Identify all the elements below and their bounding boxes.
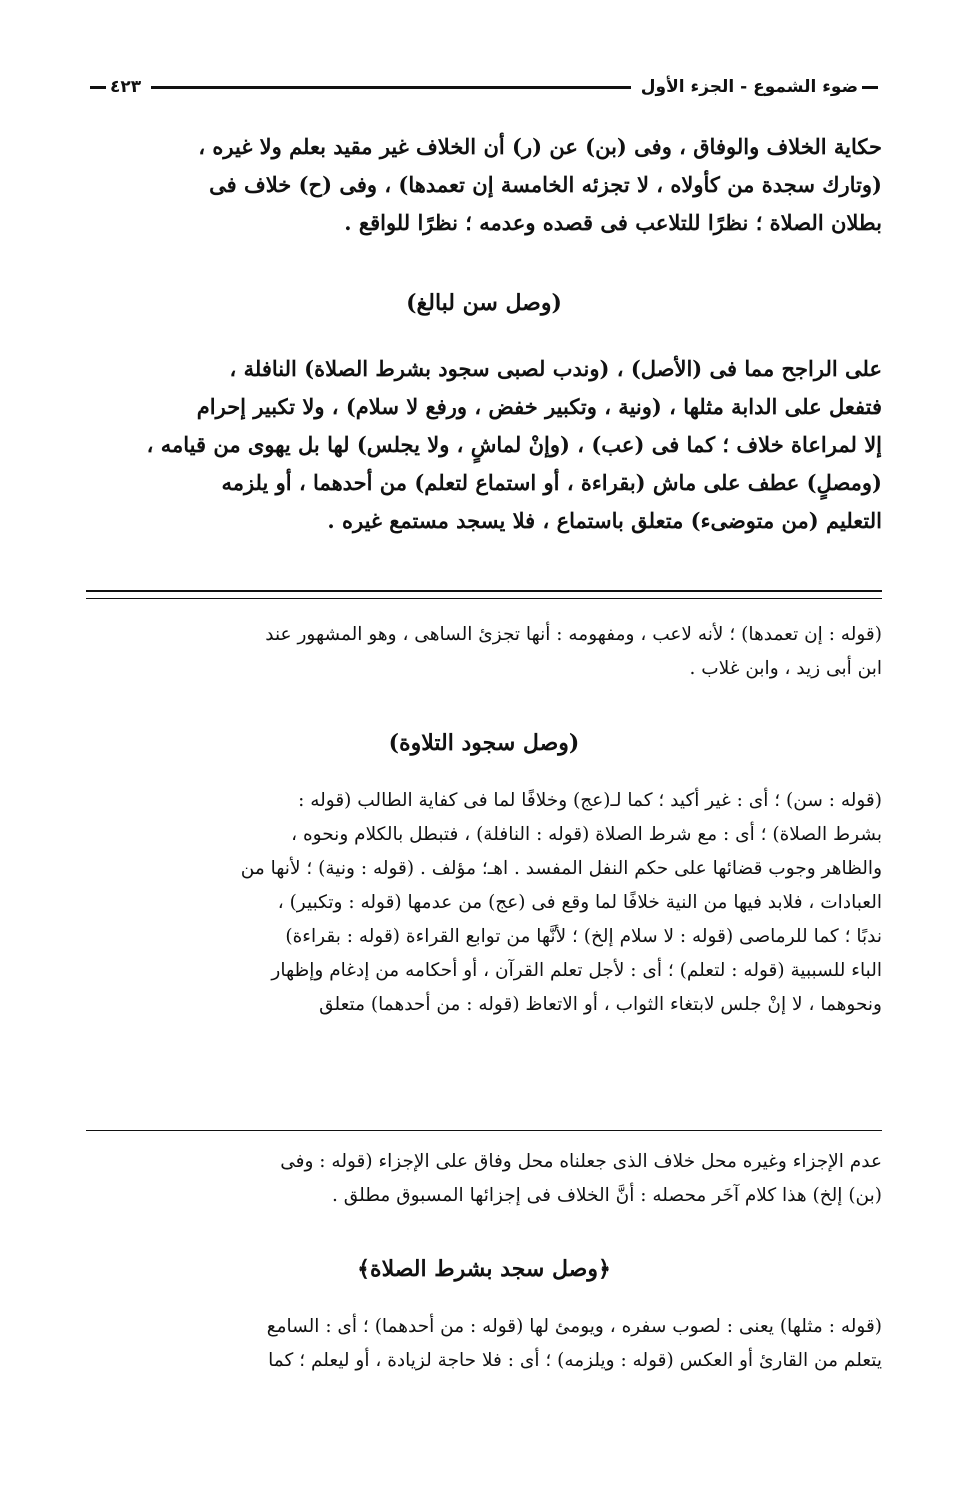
text-line: الباء للسببية (قوله : لتعلم) ؛ أى : لأجل تعلم القرآن ، أو أحكامه من إدغام وإظهار (271, 960, 882, 981)
text-line: (بن) إلخ) هذا كلام آخَر محصله : أنَّ الخلاف فى إجزائها المسبوق مطلق . (331, 1185, 882, 1206)
text-line: بطلان الصلاة ؛ نظرًا للتلاعب فى قصده وعدمه ؛ نظرًا للواقع . (344, 210, 882, 235)
text-line: التعليم (من متوضىء) متعلق باستماع ، فلا يسجد مستمع غيره . (327, 508, 882, 533)
text-line: العبادات ، فلابد فيها من النية خلافًا لما وقع فى (عج) من عدمها (قوله : وتكبير) ، (277, 892, 882, 913)
running-title: ضوء الشموع - الجزء الأول (640, 77, 858, 97)
single-divider (86, 1130, 882, 1131)
page-number: ٤٢٣ (110, 77, 142, 97)
text-line: (ومصلٍ) عطف على ماش (بقراءة ، أو استماع لتعلم) من أحدهما ، أو يلزمه (221, 470, 882, 495)
text-line: فتفعل على الدابة مثلها ، (ونية ، وتكبير خفض ، ورفع لا سلام) ، ولا تكبير إحرام (196, 394, 882, 419)
text-line: (قوله : إن تعمدها) ؛ لأنه لاعب ، ومفهومه : أنها تجزئ الساهى ، وهو المشهور عند (265, 624, 882, 645)
text-line: ابن أبى زيد ، وابن غلاب . (689, 658, 882, 679)
text-line: والظاهر وجوب قضائها على حكم النفل المفسد . اهـ؛ مؤلف . (قوله : ونية) ؛ لأنها من (240, 858, 882, 879)
section-heading-commentary: (وصل سجود التلاوة) (388, 730, 580, 756)
text-line: ونحوهما ، لا إنْ جلس لابتغاء الثواب ، أو الاتعاظ (قوله : من أحدهما) متعلق (319, 994, 882, 1015)
text-line: على الراجح مما فى (الأصل) ، (وندب لصبى سجود بشرط الصلاة) النافلة ، (229, 356, 882, 381)
commentary-para-1 (86, 618, 882, 686)
commentary-para-2 (86, 784, 882, 1022)
text-line: إلا لمراعاة خلاف ؛ كما فى (عب) ، (وإنْ لماشٍ ، ولا يجلس) لها بل يهوى من قيامه ، (146, 432, 882, 457)
main-text-para-1 (86, 128, 882, 242)
text-line: حكاية الخلاف والوفاق ، وفى (بن) عن (ر) أن الخلاف غير مقيد بعلم ولا غيره ، (198, 134, 882, 159)
text-line: (قوله : مثلها) يعنى : لصوب سفره ، ويومئ لها (قوله : من أحدهما) ؛ أى : السامع (266, 1316, 882, 1337)
text-line: (قوله : سن) ؛ أى : غير أكيد ؛ كما لـ(عج) وخلافًا لما فى كفاية الطالب (قوله : (298, 790, 882, 811)
header-dash (862, 86, 878, 89)
section-heading-main: (وصل سن لبالغ) (406, 290, 562, 316)
text-line: عدم الإجزاء وغيره محل خلاف الذى جعلناه محل وفاق على الإجزاء (قوله : وفى (280, 1151, 882, 1172)
page-header (86, 72, 882, 102)
text-line: ندبًا ؛ كما للرماصى (قوله : لا سلام إلخ) ؛ لأنَّها من توابع القراءة (قوله : بقراءة) (285, 926, 882, 947)
section-heading-marginal: ﴿وصل سجد بشرط الصلاة﴾ (357, 1256, 611, 1282)
double-divider (86, 590, 882, 599)
marginal-para-2 (86, 1310, 882, 1378)
header-dash-end (90, 86, 106, 89)
text-line: (وتارك سجدة من كأولاه ، لا تجزئه الخامسة إن تعمدها) ، وفى (ح) خلاف فى (209, 172, 882, 197)
text-line: يتعلم من القارئ أو العكس (قوله : ويلزمه) ؛ أى : فلا حاجة لزيادة ، أو ليعلم ؛ كما (268, 1350, 882, 1371)
header-rule (151, 86, 631, 89)
main-text-para-2 (86, 350, 882, 540)
marginal-para-1 (86, 1145, 882, 1213)
text-line: بشرط الصلاة) ؛ أى : مع شرط الصلاة (قوله : النافلة) ، فتبطل بالكلام ونحوه ، (291, 824, 882, 845)
